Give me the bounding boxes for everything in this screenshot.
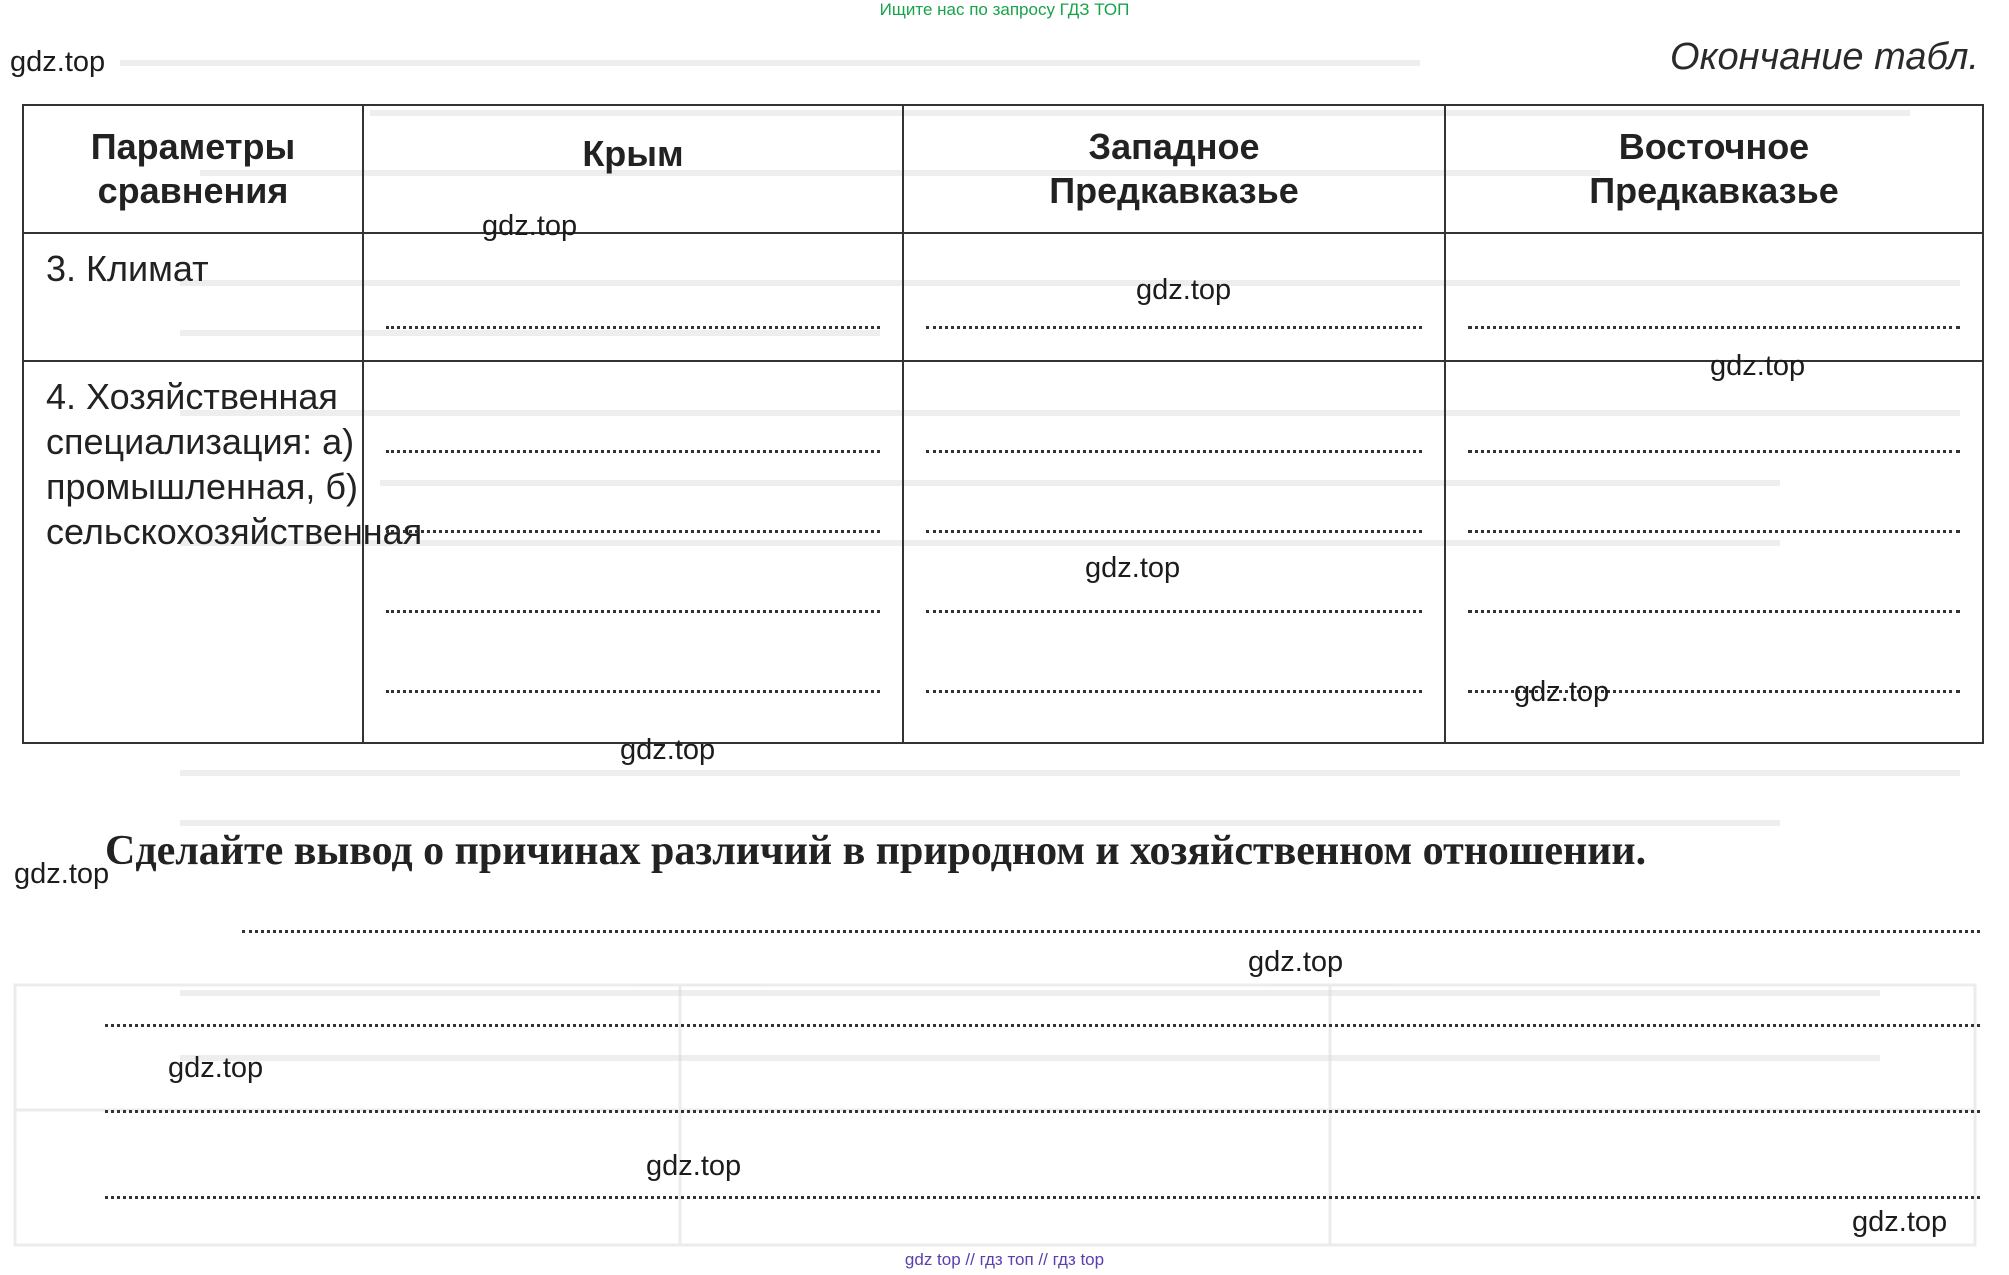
watermark[interactable]: gdz.top [482,210,578,242]
watermark[interactable]: gdz.top [14,858,110,890]
answer-line[interactable] [386,450,880,453]
answer-line[interactable] [1468,610,1960,613]
param-climate: 3. Климат [23,233,363,361]
header-east-ciscaucasia: Восточное Предкавказье [1445,105,1983,233]
answer-line[interactable] [1468,450,1960,453]
answer-line[interactable] [926,690,1422,693]
answer-line[interactable] [386,530,880,533]
watermark[interactable]: gdz.top [1085,552,1181,584]
specialization-crimea-cell[interactable] [363,361,903,743]
bottom-banner[interactable]: gdz top // гдз топ // гдз top [904,1250,1105,1269]
answer-line[interactable] [1468,530,1960,533]
watermark[interactable]: gdz.top [1710,350,1806,382]
watermark[interactable]: gdz.top [620,734,716,766]
header-west-ciscaucasia: Западное Предкавказье [903,105,1445,233]
climate-east-cell[interactable] [1445,233,1983,361]
table-header-row [23,105,1983,233]
conclusion-answer-line[interactable] [105,1024,1980,1027]
watermark[interactable]: gdz.top [1852,1206,1948,1238]
answer-line[interactable] [926,326,1422,329]
conclusion-prompt: Сделайте вывод о причинах различий в природном и хозяйственном отношении. [105,828,1647,874]
watermark[interactable]: gdz.top [1514,676,1610,708]
climate-crimea-cell[interactable] [363,233,903,361]
conclusion-answer-line[interactable] [105,1110,1980,1113]
conclusion-answer-line[interactable] [105,1196,1980,1199]
header-params: Параметры сравнения [23,105,363,233]
answer-line[interactable] [926,450,1422,453]
watermark[interactable]: gdz.top [1136,274,1232,306]
top-banner[interactable]: Ищите нас по запросу ГДЗ ТОП [879,0,1130,19]
answer-line[interactable] [1468,326,1960,329]
comparison-table [22,104,1984,744]
table-row-climate [23,233,1983,361]
table-caption: Окончание табл. [1670,36,1979,78]
answer-line[interactable] [386,690,880,693]
conclusion-answer-line[interactable] [242,930,1980,933]
answer-line[interactable] [926,530,1422,533]
table-row-specialization [23,361,1983,743]
watermark[interactable]: gdz.top [1248,946,1344,978]
answer-line[interactable] [386,326,880,329]
param-specialization: 4. Хозяйственная специализация: а) промышленная, б) сельскохозяйственная [23,361,363,743]
header-crimea: Крым [363,105,903,233]
watermark[interactable]: gdz.top [168,1052,264,1084]
watermark[interactable]: gdz.top [10,46,106,78]
answer-line[interactable] [386,610,880,613]
answer-line[interactable] [926,610,1422,613]
watermark[interactable]: gdz.top [646,1150,742,1182]
